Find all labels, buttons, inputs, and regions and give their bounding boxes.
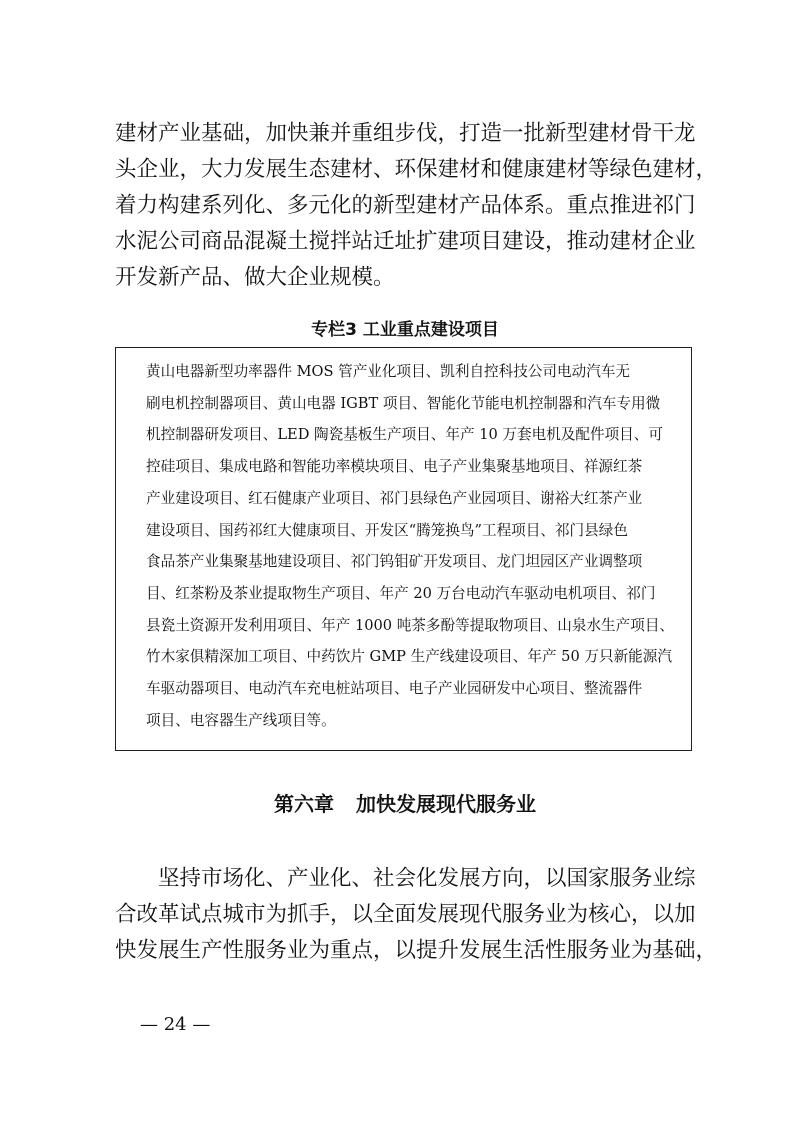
paragraph-line: 合改革试点城市为抓手，以全面发展现代服务业为核心，以加 bbox=[115, 902, 696, 927]
box-line: 项目、电容器生产线项目等。 bbox=[146, 711, 336, 729]
box-line: 刷电机控制器项目、黄山电器 IGBT 项目、智能化节能电机控制器和汽车专用微 bbox=[146, 394, 661, 412]
paragraph-line: 头企业，大力发展生态建材、环保建材和健康建材等绿色建材， bbox=[115, 157, 718, 182]
box-line: 竹木家俱精深加工项目、中药饮片 GMP 生产线建设项目、年产 50 万只新能源汽 bbox=[146, 648, 672, 666]
chapter-heading bbox=[115, 790, 695, 818]
box-line: 黄山电器新型功率器件 MOS 管产业化项目、凯利自控科技公司电动汽车无 bbox=[146, 363, 630, 380]
page-number: — 24 — bbox=[140, 1014, 211, 1035]
box-line: 食品茶产业集聚基地建设项目、祁门钨钼矿开发项目、龙门坦园区产业调整项 bbox=[146, 553, 643, 571]
box-line: 车驱动器项目、电动汽车充电桩站项目、电子产业园研发中心项目、整流器件 bbox=[146, 680, 643, 698]
body-paragraph-1 bbox=[115, 116, 718, 296]
box-title: 专栏3 工业重点建设项目 bbox=[311, 320, 499, 340]
paragraph-line: 着力构建系列化、多元化的新型建材产品体系。重点推进祁门 bbox=[115, 193, 696, 218]
box-line: 机控制器研发项目、LED 陶瓷基板生产项目、年产 10 万套电机及配件项目、可 bbox=[146, 426, 663, 444]
project-box-text bbox=[146, 356, 678, 736]
box-line: 县瓷土资源开发利用项目、年产 1000 吨茶多酚等提取物项目、山泉水生产项目、 bbox=[146, 616, 675, 634]
project-box bbox=[115, 347, 692, 751]
box-line: 控硅项目、集成电路和智能功率模块项目、电子产业集聚基地项目、祥源红茶 bbox=[146, 458, 643, 476]
paragraph-line: 坚持市场化、产业化、社会化发展方向，以国家服务业综 bbox=[158, 866, 696, 891]
chapter-title: 加快发展现代服务业 bbox=[356, 792, 536, 816]
body-paragraph-2 bbox=[115, 861, 718, 969]
box-line: 目、红茶粉及茶业提取物生产项目、年产 20 万台电动汽车驱动电机项目、祁门 bbox=[146, 584, 656, 602]
box-line: 产业建设项目、红石健康产业项目、祁门县绿色产业园项目、谢裕大红茶产业 bbox=[146, 489, 643, 507]
chapter-number: 第六章 bbox=[274, 792, 334, 816]
paragraph-line: 水泥公司商品混凝土搅拌站迁址扩建项目建设，推动建材企业 bbox=[115, 229, 696, 254]
paragraph-line: 快发展生产性服务业为重点，以提升发展生活性服务业为基础， bbox=[115, 938, 718, 963]
paragraph-line: 开发新产品、做大企业规模。 bbox=[115, 265, 395, 290]
box-line: 建设项目、国药祁红大健康项目、开发区“腾笼换鸟”工程项目、祁门县绿色 bbox=[146, 521, 628, 539]
paragraph-line: 建材产业基础，加快兼并重组步伐，打造一批新型建材骨干龙 bbox=[115, 121, 696, 146]
